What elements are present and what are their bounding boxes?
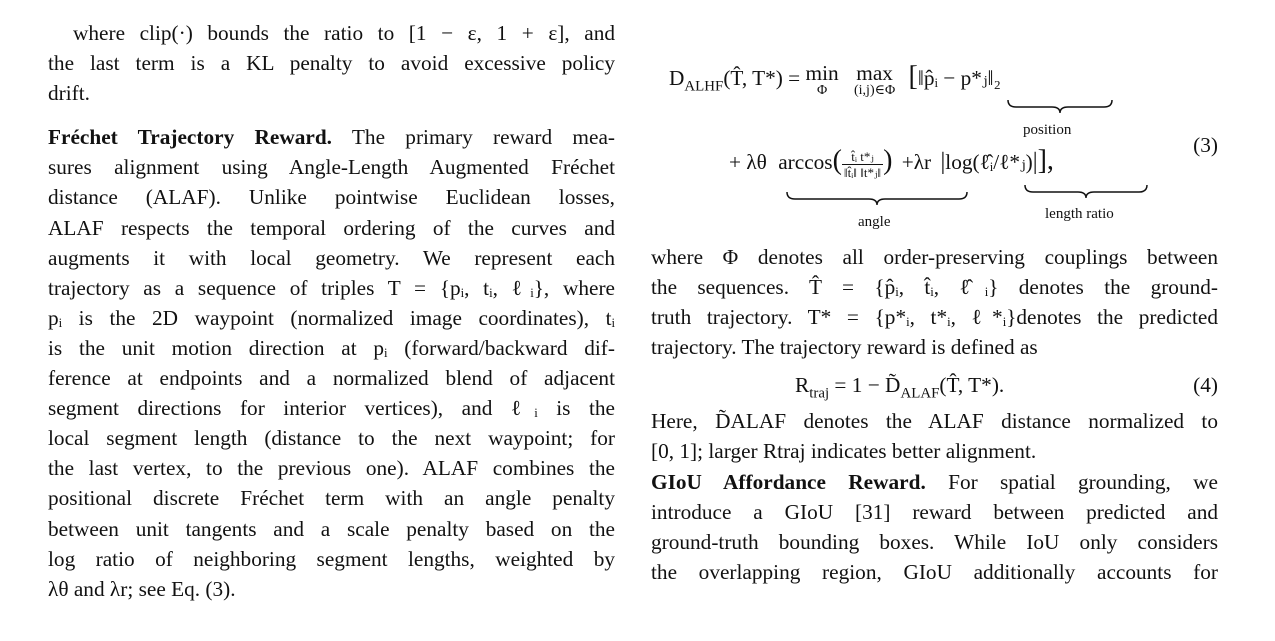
equation-3-line-2: + λθ arccos( $\frac{\text{t̂ᵢ t*ⱼ}}{\text{‖t̂ᵢ‖ ‖t*ⱼ‖}}$ ) +λr |log(ℓ̂ᵢ/ℓ*ⱼ)|],: [729, 145, 1054, 180]
text-line: is the unit motion direction at pᵢ (forward/backward dif-: [48, 335, 615, 360]
equation-4-number: (4): [1193, 373, 1218, 398]
log-term: log(ℓ̂ᵢ/ℓ*ⱼ): [945, 150, 1033, 174]
equation-3-line-1: $D_{ALHF}(T̂$, T*) = min Φ max (i,j)∈Φ [‖p̂ᵢ − p*ⱼ‖₂: [669, 61, 1001, 98]
text-line: Here, D̃ALAF denotes the ALAF distance normalized to: [651, 409, 1218, 434]
min-operator: min Φ: [805, 61, 839, 98]
text-line: the sequences. T̂ = {p̂ᵢ, t̂ᵢ, ℓ̂ᵢ} denotes the ground-: [651, 275, 1218, 300]
section-heading-giou: GIoU Affordance Reward.: [651, 469, 926, 494]
text-line: sures alignment using Angle-Length Augmented Fréchet: [48, 155, 615, 180]
text-line: λθ and λr; see Eq. (3).: [48, 576, 236, 601]
text-line: log ratio of neighboring segment lengths, weighted by: [48, 546, 615, 571]
right-column: [651, 18, 1218, 587]
paragraph-first-line: Fréchet Trajectory Reward. The primary reward mea-: [48, 125, 615, 150]
text-line: the last term is a KL penalty to avoid excessive policy: [48, 51, 615, 76]
text-line: the last vertex, to the previous one). ALAF combines the: [48, 456, 615, 481]
text-line: segment directions for interior vertices), and ℓᵢ is the: [48, 396, 615, 421]
text-line: the overlapping region, GIoU additionally accounts for: [651, 559, 1218, 584]
position-term: ‖p̂ᵢ − p*ⱼ‖₂: [917, 66, 1001, 90]
label-angle: angle: [858, 214, 891, 230]
paragraph-first-line: GIoU Affordance Reward. For spatial grounding, we: [651, 469, 1218, 494]
text-line: augments it with local geometry. We represent each: [48, 245, 615, 270]
position-underbrace: [1006, 98, 1114, 114]
label-position: position: [1023, 122, 1072, 138]
text-line: pᵢ is the 2D waypoint (normalized image coordinates), tᵢ: [48, 305, 615, 330]
max-operator: max (i,j)∈Φ: [854, 61, 896, 98]
cosine-fraction: $\frac{\text{t̂ᵢ t*ⱼ}}{\text{‖t̂ᵢ‖ ‖t*ⱼ‖}}$: [843, 148, 882, 180]
length-ratio-underbrace: [1023, 183, 1149, 199]
text-line: positional discrete Fréchet term with an angle penalty: [48, 486, 615, 511]
text-line: local segment length (distance to the next waypoint; for: [48, 426, 615, 451]
equation-3: [651, 18, 1218, 230]
text-line: distance (ALAF). Unlike pointwise Euclidean losses,: [48, 185, 615, 210]
angle-underbrace: [785, 190, 969, 206]
section-heading-frechet: Fréchet Trajectory Reward.: [48, 125, 332, 150]
text-line: drift.: [48, 81, 90, 106]
text-line: truth trajectory. T* = {p*ᵢ, t*ᵢ, ℓ*ᵢ}denotes the predicted: [651, 305, 1218, 330]
text-line: where Φ denotes all order-preserving couplings between: [651, 245, 1218, 269]
equation-4-body: $R_{traj} = 1$ − $D̃_{ALAF}(T̂$, T*).: [795, 373, 1005, 402]
text-line: trajectory as a sequence of triples T = {pᵢ, tᵢ, ℓᵢ}, where: [48, 275, 615, 300]
equation-3-number: (3): [1193, 133, 1218, 157]
left-column: [48, 18, 615, 604]
text-line: introduce a GIoU [31] reward between predicted and: [651, 499, 1218, 524]
text-line: trajectory. The trajectory reward is defined as: [651, 335, 1038, 360]
text-line: ALAF respects the temporal ordering of the curves and: [48, 215, 615, 240]
text-line: ference at endpoints and a normalized blend of adjacent: [48, 366, 615, 391]
label-length-ratio: length ratio: [1045, 206, 1114, 222]
text-line: ground-truth bounding boxes. While IoU only considers: [651, 529, 1218, 554]
text-line: where clip(·) bounds the ratio to [1 − ε, 1 + ε], and: [73, 21, 615, 45]
text-line: between unit tangents and a scale penalty based on the: [48, 516, 615, 541]
text-line: [0, 1]; larger Rtraj indicates better alignment.: [651, 439, 1037, 464]
equation-4: [651, 362, 1218, 406]
